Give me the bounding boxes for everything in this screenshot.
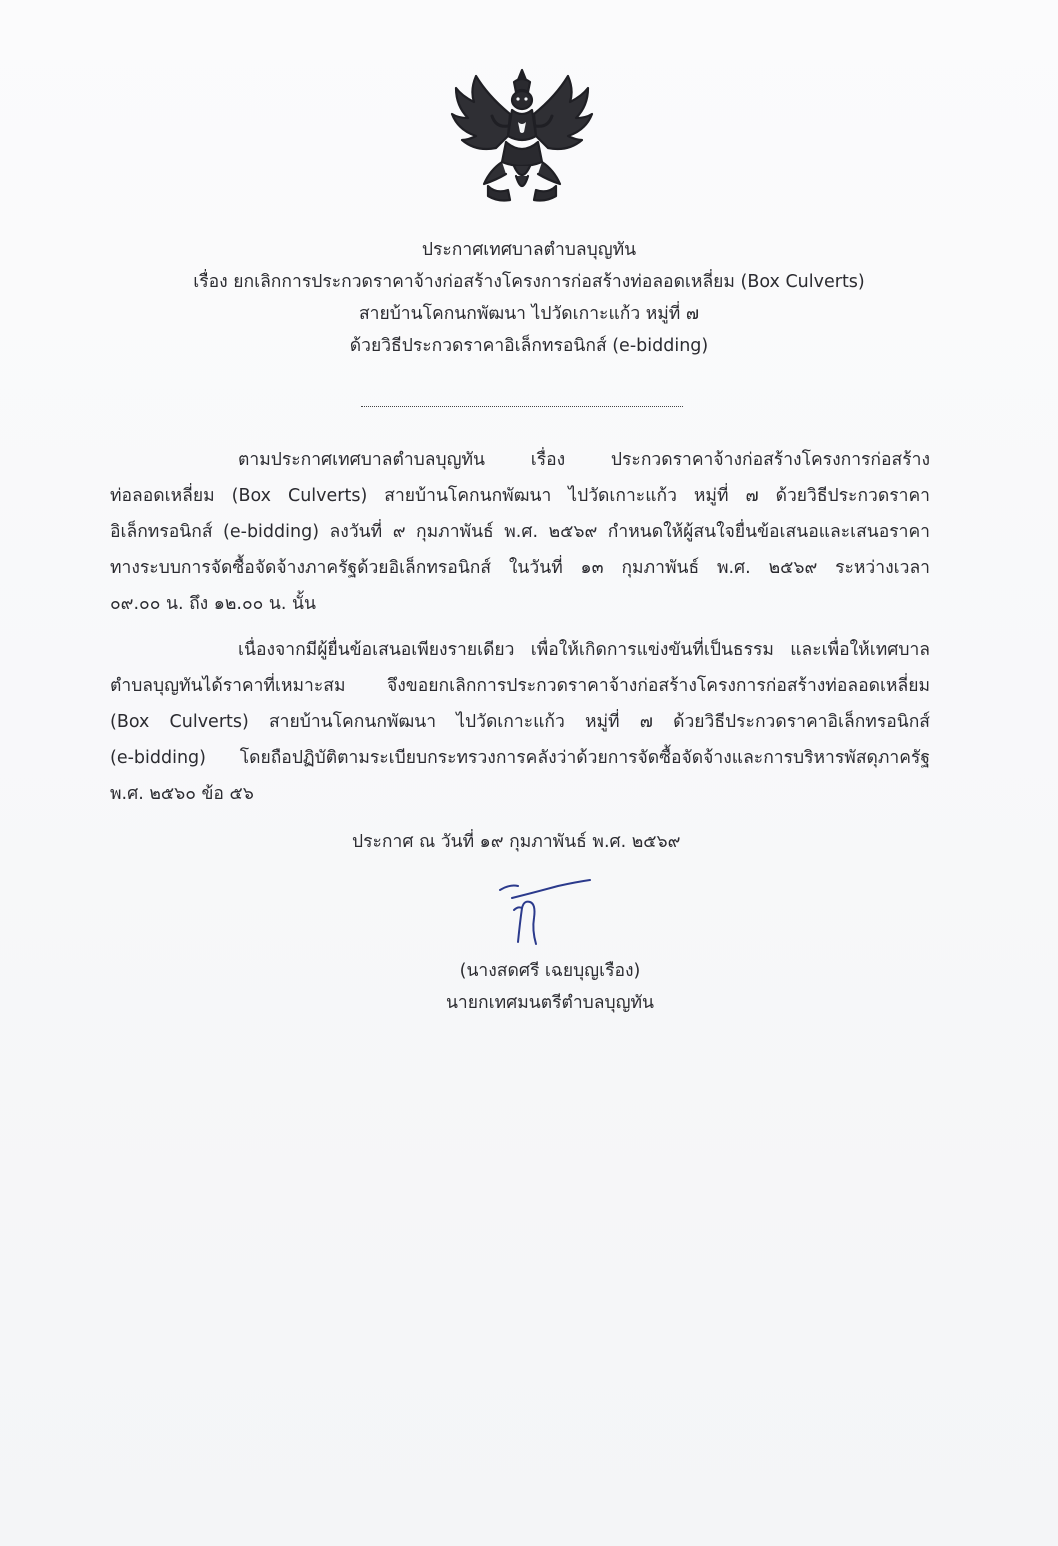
paragraph-line: เนื่องจากมีผู้ยื่นข้อเสนอเพียงรายเดียว เพื่อให้เกิดการแข่งขันที่เป็นธรรม และเพื่อให้เทศบาล: [238, 640, 930, 660]
paragraph-line: ท่อลอดเหลี่ยม (Box Culverts) สายบ้านโคกนกพัฒนา ไปวัดเกาะแก้ว หมู่ที่ ๗ ด้วยวิธีประกวดราคา: [110, 486, 930, 506]
paragraph-line: ตามประกาศเทศบาลตำบลบุญทัน เรื่อง ประกวดราคาจ้างก่อสร้างโครงการก่อสร้าง: [238, 450, 930, 470]
signer-position: นายกเทศมนตรีตำบลบุญทัน: [445, 993, 655, 1013]
handwritten-signature-icon: [496, 872, 606, 952]
announcement-date: ประกาศ ณ วันที่ ๑๙ กุมภาพันธ์ พ.ศ. ๒๕๖๙: [352, 832, 681, 852]
signer-block: [400, 955, 700, 1019]
paragraph-2: [110, 632, 930, 812]
garuda-emblem-icon: [448, 66, 596, 206]
header-agency: ประกาศเทศบาลตำบลบุญทัน: [421, 240, 637, 260]
announcement-body: [110, 442, 930, 812]
header-subject: เรื่อง ยกเลิกการประกวดราคาจ้างก่อสร้างโครงการก่อสร้างท่อลอดเหลี่ยม (Box Culverts): [193, 272, 865, 292]
paragraph-line: (Box Culverts) สายบ้านโคกนกพัฒนา ไปวัดเกาะแก้ว หมู่ที่ ๗ ด้วยวิธีประกวดราคาอิเล็กทรอนิกส์: [110, 712, 930, 732]
paragraph-line: พ.ศ. ๒๕๖๐ ข้อ ๕๖: [110, 784, 254, 804]
paragraph-line: ตำบลบุญทันได้ราคาที่เหมาะสม จึงขอยกเลิกการประกวดราคาจ้างก่อสร้างโครงการก่อสร้างท่อลอดเหลี่ยม: [110, 676, 930, 696]
paragraph-line: ๐๙.๐๐ น. ถึง ๑๒.๐๐ น. นั้น: [110, 594, 316, 614]
dotted-divider: [361, 406, 683, 407]
paragraph-line: (e-bidding) โดยถือปฏิบัติตามระเบียบกระทรวงการคลังว่าด้วยการจัดซื้อจัดจ้างและการบริหารพัสดุภาครัฐ: [110, 748, 930, 768]
paragraph-line: ทางระบบการจัดซื้อจัดจ้างภาครัฐด้วยอิเล็กทรอนิกส์ ในวันที่ ๑๓ กุมภาพันธ์ พ.ศ. ๒๕๖๙ ระหว่างเวลา: [110, 558, 930, 578]
paragraph-1: [110, 442, 930, 622]
header-method: ด้วยวิธีประกวดราคาอิเล็กทรอนิกส์ (e-bidding): [349, 336, 709, 356]
announcement-header: [0, 234, 1058, 362]
paragraph-line: อิเล็กทรอนิกส์ (e-bidding) ลงวันที่ ๙ กุมภาพันธ์ พ.ศ. ๒๕๖๙ กำหนดให้ผู้สนใจยื่นข้อเสนอและเสนอราคา: [110, 522, 930, 542]
header-route: สายบ้านโคกนกพัฒนา ไปวัดเกาะแก้ว หมู่ที่ ๗: [358, 304, 700, 324]
signer-name: (นางสดศรี เฉยบุญเรือง): [459, 961, 641, 981]
